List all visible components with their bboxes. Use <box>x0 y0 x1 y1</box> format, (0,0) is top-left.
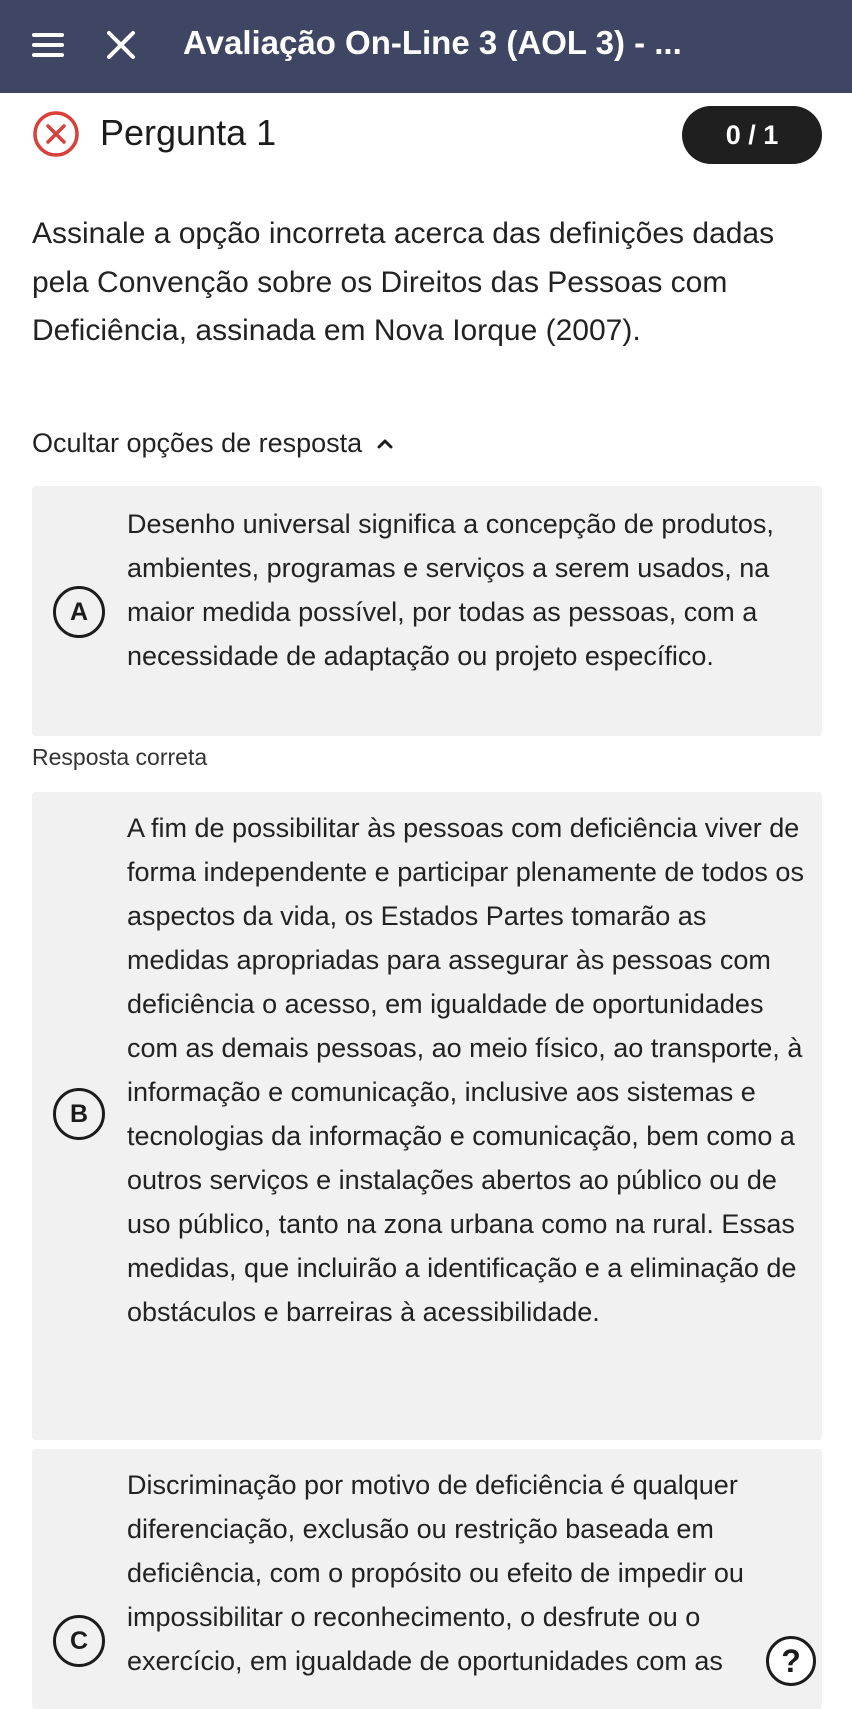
answer-option-a[interactable] <box>32 486 822 736</box>
help-question-icon[interactable]: ? <box>766 1636 816 1686</box>
hide-options-label: Ocultar opções de resposta <box>32 428 363 458</box>
option-letter-badge: C <box>53 1615 105 1667</box>
hide-options-toggle[interactable] <box>32 428 394 459</box>
option-text: A fim de possibilitar às pessoas com deficiência viver de forma independente e participar plenamente de todos os aspectos da vida, os Estados Partes tomarão as medidas apropriadas para assegurar às pessoas com deficiência o acesso, em igualdade de oportunidades com as demais pessoas, ao meio físico, ao transporte, à informação e comunicação, inclusive aos sistemas e tecnologias da informação e comunicação, bem como a outros serviços e instalações abertos ao público ou de uso público, tanto na zona urbana como na rural. Essas medidas, que incluirão a identificação e a eliminação de obstáculos e barreiras à acessibilidade. <box>127 813 804 1327</box>
score-badge: 0 / 1 <box>682 106 822 164</box>
correct-answer-label: Resposta correta <box>32 744 208 770</box>
question-header <box>32 106 822 168</box>
chevron-up-icon <box>376 437 394 451</box>
option-letter-badge: A <box>53 586 105 638</box>
option-letter-badge: B <box>53 1088 105 1140</box>
close-icon[interactable] <box>104 28 138 62</box>
incorrect-x-circle-icon <box>32 110 80 158</box>
question-title: Pergunta 1 <box>100 112 277 153</box>
option-text: Discriminação por motivo de deficiência é qualquer diferenciação, exclusão ou restrição baseada em deficiência, com o propósito ou efeito de impedir ou impossibilitar o reconhecimento, o desfrute ou o exercício, em igualdade de oportunidades com as <box>127 1470 744 1676</box>
top-app-bar <box>0 0 852 93</box>
question-text: Assinale a opção incorreta acerca das definições dadas pela Convenção sobre os Direitos das Pessoas com Deficiência, assinada em Nova Iorque (2007). <box>32 217 775 347</box>
answer-option-b[interactable] <box>32 792 822 1440</box>
hamburger-menu-icon[interactable] <box>30 30 66 60</box>
page-title: Avaliação On-Line 3 (AOL 3) - ... <box>183 24 682 61</box>
option-text: Desenho universal significa a concepção de produtos, ambientes, programas e serviços a serem usados, na maior medida possível, por todas as pessoas, com a necessidade de adaptação ou projeto específico. <box>127 509 774 671</box>
answer-option-c[interactable] <box>32 1449 822 1709</box>
